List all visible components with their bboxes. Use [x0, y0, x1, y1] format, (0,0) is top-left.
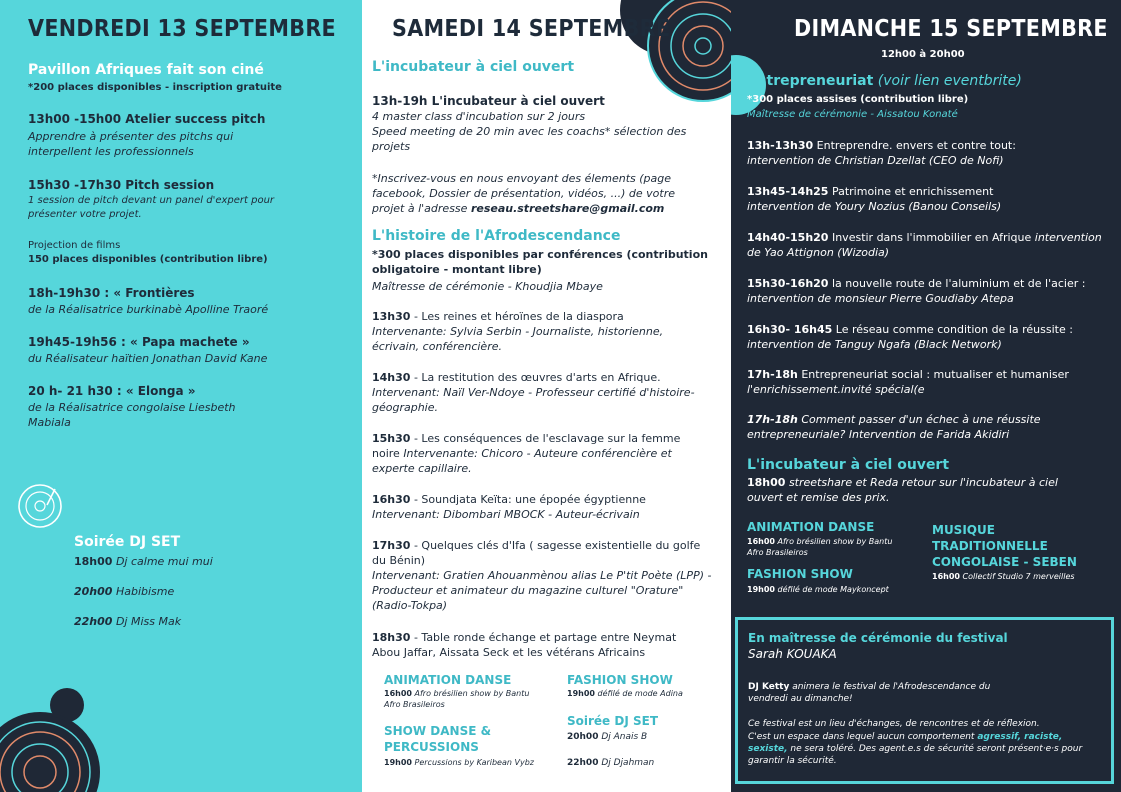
talk-1: 13h30 - Les reines et héroïnes de la diaspora Intervenante: Sylvia Serbin - Journaliste, historienne, écrivain, conférencière. — [372, 310, 664, 353]
film-head-2: 19h45-19h56 : « Papa machete » — [28, 335, 250, 349]
friday-item-desc-2: 1 session de pitch devant un panel d'expert pour présenter votre projet. — [28, 195, 275, 220]
sun-talk-7: 17h-18h Comment passer d'un échec à une réussite entrepreneuriale? Intervention de Farida Akidiri — [747, 413, 1041, 441]
film-desc-3: de la Réalisatrice congolaise Liesbeth Mabiala — [28, 401, 236, 429]
entre-title: Entrepreneuriat (voir lien eventbrite) — [747, 73, 1022, 89]
sun-anim-title: ANIMATION DANSE — [747, 520, 875, 534]
sun-music-desc: 16h00 Collectif Studio 7 merveilles — [932, 572, 1075, 581]
friday-title: VENDREDI 13 SEPTEMBRE — [28, 16, 336, 42]
entre-note: *300 places assises (contribution libre) — [747, 94, 969, 105]
talk-3: 15h30 - Les conséquences de l'esclavage sur la femme noire Intervenante: Chicoro - Auteure conférencière et experte capillaire. — [372, 432, 681, 475]
friday-dj-2: 20h00 Habibisme — [74, 585, 175, 598]
sun-fashion-desc: 19h00 défilé de mode Maykoncept — [747, 585, 889, 594]
sat-dj-title: Soirée DJ SET — [567, 714, 659, 728]
sun-talk-2: 13h45-14h25 Patrimoine et enrichissement intervention de Youry Nozius (Banou Conseils) — [747, 185, 1002, 213]
info-box — [735, 617, 1114, 784]
incubator-note: *Inscrivez-vous en nous envoyant des élements (page facebook, Dossier de présentation, vidéos, ...) de votre projet à l'adresse reseau.streetshare@gmail.com — [372, 172, 675, 215]
eventbrite-link[interactable]: (voir lien eventbrite) — [873, 73, 1022, 89]
vinyl-record-icon — [17, 483, 63, 529]
sunday-title: DIMANCHE 15 SEPTEMBRE — [794, 16, 1108, 42]
box-p2: C'est un espace dans lequel aucun comportement agressif, raciste, sexiste, ne sera toléré. Des agent.e.s de sécurité seront présent·e·s pour garantir la sécurité. — [748, 732, 1083, 766]
friday-item-desc-1: Apprendre à présenter des pitchs qui interpellent les professionnels — [28, 130, 234, 158]
box-title: En maîtresse de cérémonie du festival — [748, 631, 1008, 645]
film-desc-2: du Réalisateur haïtien Jonathan David Kane — [28, 352, 268, 365]
sunday-hours: 12h00 à 20h00 — [881, 49, 965, 60]
saturday-title: SAMEDI 14 SEPTEMBRE — [392, 16, 671, 42]
films-label: Projection de films — [28, 240, 121, 251]
films-note: 150 places disponibles (contribution libre) — [28, 254, 268, 265]
sun-music-title: MUSIQUE TRADITIONNELLE CONGOLAISE - SEBEN — [932, 523, 1077, 569]
history-note: *300 places disponibles par conférences (contribution obligatoire - montant libre) — [372, 248, 708, 276]
history-title: L'histoire de l'Afrodescendance — [372, 228, 621, 244]
entre-mc: Maîtresse de cérémonie - Aissatou Konaté — [747, 109, 958, 120]
history-mc: Maîtresse de cérémonie - Khoudjia Mbaye — [372, 280, 603, 293]
incubator-head: 13h-19h L'incubateur à ciel ouvert — [372, 94, 605, 108]
friday-column — [0, 0, 362, 792]
friday-section-note: *200 places disponibles - inscription gratuite — [28, 82, 282, 93]
friday-item-head-1: 13h00 -15h00 Atelier success pitch — [28, 112, 266, 126]
sat-fashion-title: FASHION SHOW — [567, 673, 673, 687]
sunday-column — [731, 0, 1121, 792]
sun-incub-title: L'incubateur à ciel ouvert — [747, 457, 950, 473]
sat-dj-1: 20h00 Dj Anais B — [567, 732, 648, 742]
box-dj: DJ Ketty animera le festival de l'Afrodescendance du vendredi au dimanche! — [748, 682, 991, 704]
talk-6: 18h30 - Table ronde échange et partage entre Neymat Abou Jaffar, Aissata Seck et les vétérans Africains — [372, 631, 677, 659]
talk-2: 14h30 - La restitution des œuvres d'arts en Afrique. Intervenant: Naïl Ver-Ndoye - Professeur certifié d'histoire-géographie. — [372, 371, 695, 414]
decor-pattern-circle — [0, 712, 100, 792]
film-head-1: 18h-19h30 : « Frontières — [28, 286, 195, 300]
sun-talk-6: 17h-18h Entrepreneuriat social : mutualiser et humaniser l'enrichissement.invité spécial(e — [747, 368, 1069, 396]
sat-fashion-desc: 19h00 défilé de mode Adina — [567, 689, 683, 698]
friday-dj-title: Soirée DJ SET — [74, 534, 181, 550]
incubator-title: L'incubateur à ciel ouvert — [372, 59, 575, 75]
sun-talk-4: 15h30-16h20 la nouvelle route de l'aluminium et de l'acier : intervention de monsieur Pierre Goudiaby Atepa — [747, 277, 1086, 305]
sun-fashion-title: FASHION SHOW — [747, 567, 853, 581]
film-desc-1: de la Réalisatrice burkinabè Apolline Traoré — [28, 303, 269, 316]
incubator-email[interactable]: reseau.streetshare@gmail.com — [470, 202, 665, 215]
talk-4: 16h30 - Soundjata Keïta: une épopée égyptienne Intervenant: Dibombari MBOCK - Auteur-écrivain — [372, 493, 646, 521]
sat-show-desc: 19h00 Percussions by Karibean Vybz — [384, 758, 534, 767]
friday-dj-1: 18h00 Dj calme mui mui — [74, 555, 213, 568]
sun-talk-1: 13h-13h30 Entreprendre. envers et contre tout: intervention de Christian Dzellat (CEO de Nofi) — [747, 139, 1016, 167]
sat-anim-title: ANIMATION DANSE — [384, 673, 512, 687]
sun-talk-3: 14h40-15h20 Investir dans l'immobilier en Afrique intervention de Yao Attignon (Wizodia) — [747, 231, 1102, 259]
incubator-desc: 4 master class d'incubation sur 2 jours Speed meeting de 20 min avec les coachs* sélection des projets — [372, 110, 687, 153]
sun-talk-5: 16h30- 16h45 Le réseau comme condition de la réussite : intervention de Tanguy Ngafa (Black Network) — [747, 323, 1073, 351]
friday-item-head-2: 15h30 -17h30 Pitch session — [28, 178, 215, 192]
talk-5: 17h30 - Quelques clés d'Ifa ( sagesse existentielle du golfe du Bénin) Intervenant: Gratien Ahouanmènou alias Le P'tit Poète (LPP) - Producteur et animateur du magazine culturel "Orature" (Radio-Tokpa) — [372, 539, 712, 612]
sat-dj-2: 22h00 Dj Djahman — [567, 758, 655, 768]
sun-incub-desc: 18h00 streetshare et Reda retour sur l'incubateur à ciel ouvert et remise des prix. — [747, 476, 1058, 504]
sun-anim-desc: 16h00 Afro brésilien show by Bantu Afro Brasileiros — [747, 537, 893, 557]
sat-show-title: SHOW DANSE & PERCUSSIONS — [384, 724, 492, 754]
film-head-3: 20 h- 21 h30 : « Elonga » — [28, 384, 196, 398]
box-name: Sarah KOUAKA — [748, 647, 837, 661]
friday-dj-3: 22h00 Dj Miss Mak — [74, 615, 182, 628]
sat-anim-desc: 16h00 Afro brésilien show by Bantu Afro Brasileiros — [384, 689, 530, 709]
box-p1: Ce festival est un lieu d'échanges, de rencontres et de réflexion. — [748, 719, 1040, 729]
friday-section-title: Pavillon Afriques fait son ciné — [28, 62, 264, 78]
saturday-column — [362, 0, 731, 792]
